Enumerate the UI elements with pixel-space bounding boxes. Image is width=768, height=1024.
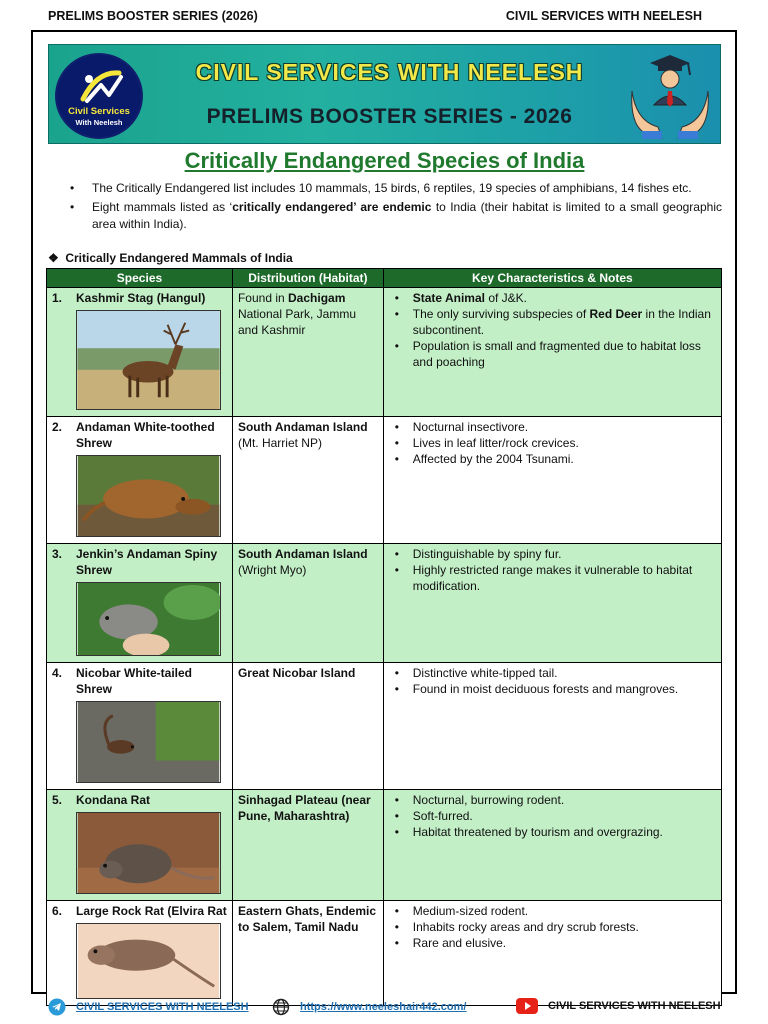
list-item: • Inhabits rocky areas and dry scrub forests.: [389, 919, 716, 935]
large-rock-rat-image: [76, 923, 221, 999]
logo-line1: Civil Services: [68, 106, 130, 117]
distribution-cell: Sinhagad Plateau (near Pune, Maharashtra): [232, 790, 383, 901]
notes-cell: [383, 790, 721, 901]
species-cell: 1. Kashmir Stag (Hangul): [47, 288, 233, 417]
document-title: Critically Endangered Species of India: [184, 148, 585, 173]
brand-label: CIVIL SERVICES WITH NEELESH: [505, 9, 702, 23]
youtube-link[interactable]: CIVIL SERVICES WITH NEELESH: [516, 998, 721, 1014]
andaman-white-toothed-shrew-image: [76, 455, 221, 537]
website-link[interactable]: https://www.neeleshair442.com/: [272, 998, 466, 1016]
notes-cell: [383, 288, 721, 417]
globe-icon: [272, 998, 290, 1016]
table-row: [47, 288, 722, 417]
list-item: • Highly restricted range makes it vulnerable to habitat modification.: [389, 562, 716, 594]
intro-item: • The Critically Endangered list includes 10 mammals, 15 birds, 6 reptiles, 19 species of amphibians, 14 fishes etc.: [70, 180, 722, 197]
telegram-icon: [48, 998, 66, 1016]
list-item: • Habitat threatened by tourism and overgrazing.: [389, 824, 716, 840]
section-heading: ❖ Critically Endangered Mammals of India: [48, 251, 293, 265]
list-item: • Lives in leaf litter/rock crevices.: [389, 435, 716, 451]
diamond-bullet-icon: ❖: [48, 251, 59, 265]
page-footer: [48, 996, 728, 1018]
list-item: • Nocturnal insectivore.: [389, 419, 716, 435]
nicobar-white-tailed-shrew-image: [76, 701, 221, 783]
graduate-hands-icon: [628, 51, 712, 139]
list-item: • Distinguishable by spiny fur.: [389, 546, 716, 562]
distribution-cell: South Andaman Island (Mt. Harriet NP): [232, 417, 383, 544]
distribution-cell: Eastern Ghats, Endemic to Salem, Tamil Nadu: [232, 901, 383, 1006]
mammals-table: [46, 268, 722, 1006]
youtube-icon: [516, 998, 538, 1014]
list-item: • Medium-sized rodent.: [389, 903, 716, 919]
species-cell: 3. Jenkin’s Andaman Spiny Shrew: [47, 544, 233, 663]
list-item: • Soft-furred.: [389, 808, 716, 824]
distribution-cell: Great Nicobar Island: [232, 663, 383, 790]
distribution-cell: South Andaman Island (Wright Myo): [232, 544, 383, 663]
species-cell: 4. Nicobar White-tailed Shrew: [47, 663, 233, 790]
list-item: • Affected by the 2004 Tsunami.: [389, 451, 716, 467]
table-row: [47, 901, 722, 1006]
series-label: PRELIMS BOOSTER SERIES (2026): [48, 9, 258, 23]
list-item: • Rare and elusive.: [389, 935, 716, 951]
list-item: • Distinctive white-tipped tail.: [389, 665, 716, 681]
notes-cell: [383, 901, 721, 1006]
logo-line2: With Neelesh: [75, 118, 123, 127]
col-notes: Key Characteristics & Notes: [383, 269, 721, 288]
banner: [48, 44, 721, 144]
intro-list: [70, 180, 722, 235]
logo-mark-icon: [75, 67, 127, 107]
intro-item: • Eight mammals listed as ‘critically endangered’ are endemic to India (their habitat is limited to a small geographic area within India).: [70, 199, 722, 233]
kashmir-stag-image: [76, 310, 221, 410]
col-distribution: Distribution (Habitat): [232, 269, 383, 288]
table-row: [47, 790, 722, 901]
distribution-cell: Found in Dachigam National Park, Jammu and Kashmir: [232, 288, 383, 417]
banner-subtitle: PRELIMS BOOSTER SERIES - 2026: [206, 105, 573, 128]
notes-cell: [383, 663, 721, 790]
species-cell: 6. Large Rock Rat (Elvira Rat: [47, 901, 233, 1006]
list-item: • Found in moist deciduous forests and mangroves.: [389, 681, 716, 697]
telegram-link[interactable]: CIVIL SERVICES WITH NEELESH: [48, 998, 249, 1016]
notes-cell: [383, 544, 721, 663]
list-item: • Population is small and fragmented due to habitat loss and poaching: [389, 338, 716, 370]
table-row: [47, 544, 722, 663]
table-row: [47, 417, 722, 544]
list-item: • Nocturnal, burrowing rodent.: [389, 792, 716, 808]
banner-title: CIVIL SERVICES WITH NEELESH: [195, 59, 584, 85]
species-cell: 5. Kondana Rat: [47, 790, 233, 901]
page-header: [48, 9, 702, 27]
species-cell: 2. Andaman White-toothed Shrew: [47, 417, 233, 544]
notes-cell: [383, 417, 721, 544]
col-species: Species: [47, 269, 233, 288]
list-item: • The only surviving subspecies of Red Deer in the Indian subcontinent.: [389, 306, 716, 338]
table-header-row: [47, 269, 722, 288]
kondana-rat-image: [76, 812, 221, 894]
brand-logo: [55, 53, 143, 139]
table-row: [47, 663, 722, 790]
jenkins-andaman-spiny-shrew-image: [76, 582, 221, 656]
list-item: • State Animal of J&K.: [389, 290, 716, 306]
